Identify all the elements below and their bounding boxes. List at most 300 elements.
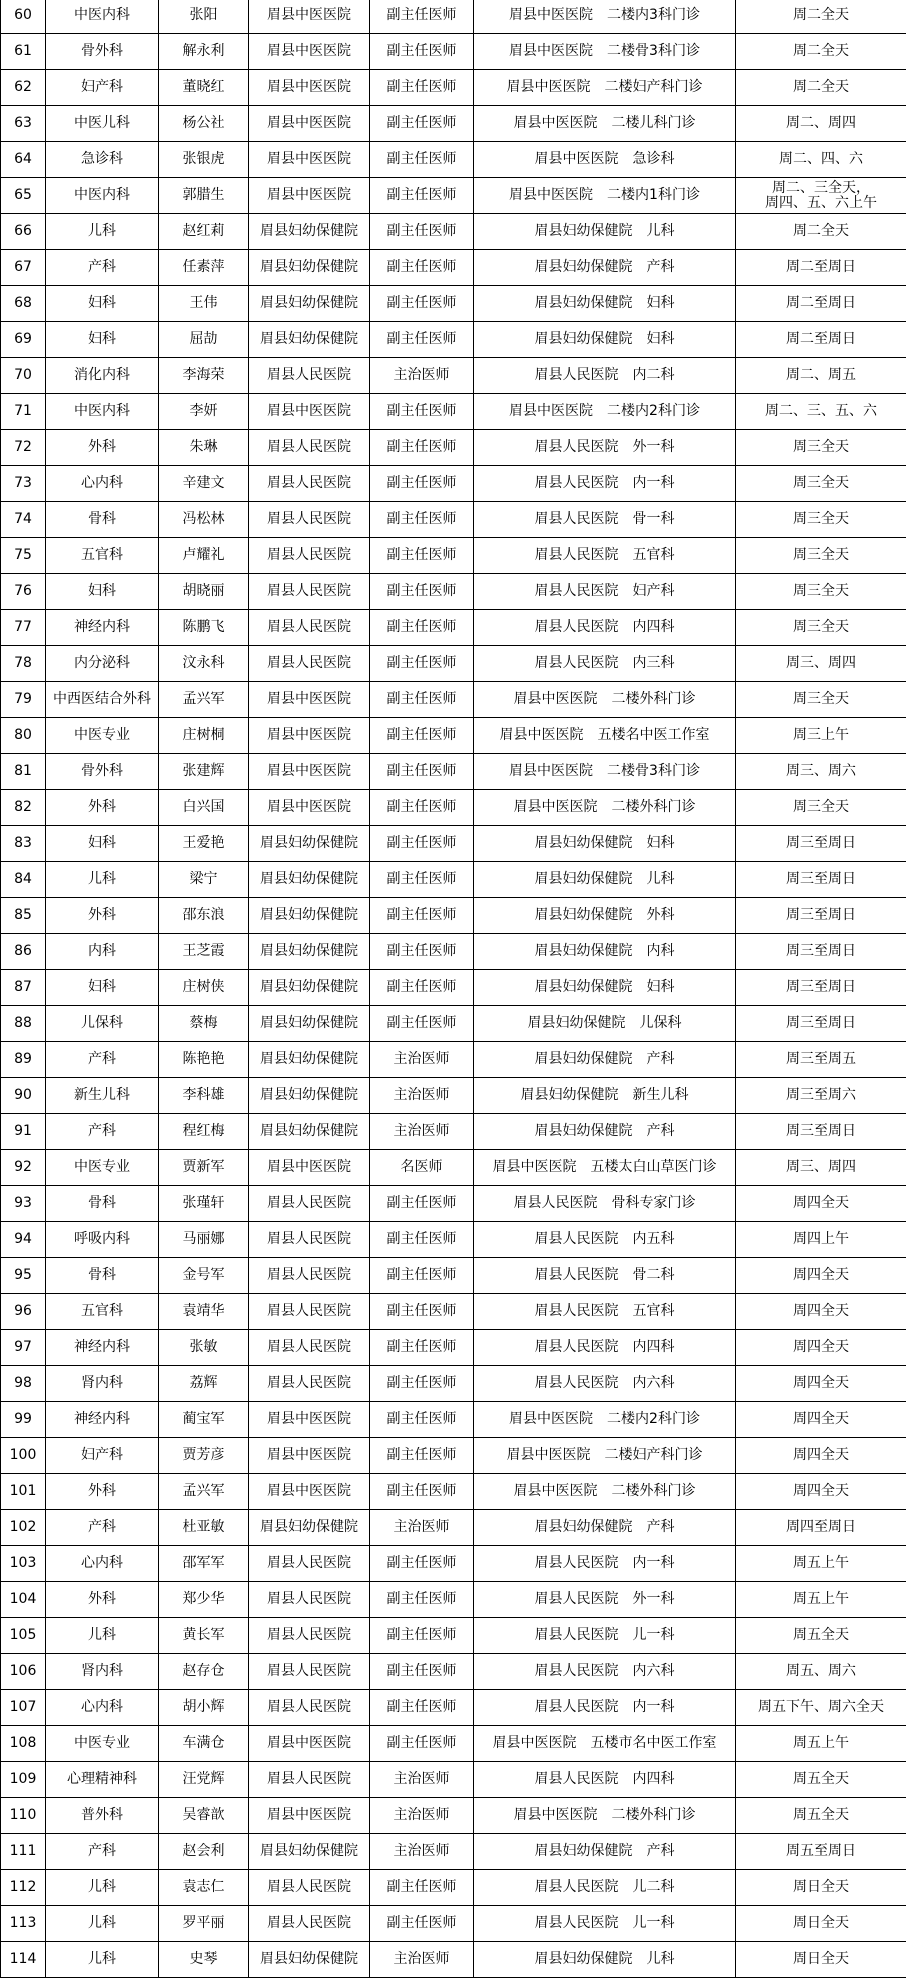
clinic-location-cell: 眉县人民医院 内六科 — [474, 1366, 736, 1402]
doctor-name-cell: 车满仓 — [159, 1726, 249, 1762]
table-row — [1, 1186, 906, 1222]
hospital-cell: 眉县中医医院 — [249, 718, 370, 754]
department-cell: 五官科 — [46, 538, 159, 574]
clinic-location-cell: 眉县人民医院 儿一科 — [474, 1906, 736, 1942]
table-row — [1, 1582, 906, 1618]
title-cell: 副主任医师 — [370, 394, 474, 430]
table-row — [1, 0, 906, 34]
row-number-cell: 88 — [1, 1006, 46, 1042]
schedule-cell: 周三上午 — [736, 718, 906, 754]
table-row — [1, 1546, 906, 1582]
row-number-cell: 102 — [1, 1510, 46, 1546]
row-number-cell: 71 — [1, 394, 46, 430]
table-row — [1, 862, 906, 898]
hospital-cell: 眉县妇幼保健院 — [249, 1510, 370, 1546]
title-cell: 副主任医师 — [370, 1186, 474, 1222]
department-cell: 中医内科 — [46, 0, 159, 34]
clinic-location-cell: 眉县人民医院 内二科 — [474, 358, 736, 394]
title-cell: 副主任医师 — [370, 970, 474, 1006]
clinic-location-cell: 眉县人民医院 骨一科 — [474, 502, 736, 538]
hospital-cell: 眉县人民医院 — [249, 538, 370, 574]
department-cell: 心理精神科 — [46, 1762, 159, 1798]
title-cell: 副主任医师 — [370, 1474, 474, 1510]
hospital-cell: 眉县中医医院 — [249, 34, 370, 70]
hospital-cell: 眉县中医医院 — [249, 790, 370, 826]
department-cell: 产科 — [46, 1510, 159, 1546]
department-cell: 普外科 — [46, 1798, 159, 1834]
clinic-location-cell: 眉县妇幼保健院 儿科 — [474, 862, 736, 898]
department-cell: 外科 — [46, 898, 159, 934]
schedule-cell: 周四全天 — [736, 1186, 906, 1222]
hospital-cell: 眉县人民医院 — [249, 646, 370, 682]
clinic-location-cell: 眉县中医医院 二楼儿科门诊 — [474, 106, 736, 142]
schedule-cell: 周二、三、五、六 — [736, 394, 906, 430]
table-row — [1, 1258, 906, 1294]
schedule-cell: 周五全天 — [736, 1618, 906, 1654]
table-row — [1, 754, 906, 790]
hospital-cell: 眉县中医医院 — [249, 1474, 370, 1510]
table-row — [1, 1402, 906, 1438]
doctor-name-cell: 张银虎 — [159, 142, 249, 178]
row-number-cell: 107 — [1, 1690, 46, 1726]
department-cell: 儿科 — [46, 1942, 159, 1978]
clinic-location-cell: 眉县中医医院 二楼外科门诊 — [474, 682, 736, 718]
row-number-cell: 81 — [1, 754, 46, 790]
title-cell: 副主任医师 — [370, 1582, 474, 1618]
hospital-cell: 眉县妇幼保健院 — [249, 1834, 370, 1870]
table-row — [1, 970, 906, 1006]
row-number-cell: 101 — [1, 1474, 46, 1510]
table-row — [1, 142, 906, 178]
department-cell: 妇科 — [46, 826, 159, 862]
hospital-cell: 眉县妇幼保健院 — [249, 934, 370, 970]
table-row — [1, 682, 906, 718]
schedule-cell: 周五下午、周六全天 — [736, 1690, 906, 1726]
schedule-cell: 周日全天 — [736, 1906, 906, 1942]
hospital-cell: 眉县人民医院 — [249, 1330, 370, 1366]
doctor-name-cell: 朱琳 — [159, 430, 249, 466]
hospital-cell: 眉县人民医院 — [249, 430, 370, 466]
department-cell: 妇科 — [46, 322, 159, 358]
table-row — [1, 934, 906, 970]
title-cell: 副主任医师 — [370, 430, 474, 466]
clinic-location-cell: 眉县人民医院 五官科 — [474, 1294, 736, 1330]
clinic-location-cell: 眉县人民医院 骨科专家门诊 — [474, 1186, 736, 1222]
hospital-cell: 眉县人民医院 — [249, 1222, 370, 1258]
table-body — [1, 0, 906, 1978]
clinic-location-cell: 眉县中医医院 二楼妇产科门诊 — [474, 70, 736, 106]
doctor-name-cell: 邵军军 — [159, 1546, 249, 1582]
department-cell: 心内科 — [46, 466, 159, 502]
clinic-location-cell: 眉县人民医院 内四科 — [474, 610, 736, 646]
department-cell: 儿科 — [46, 214, 159, 250]
doctor-name-cell: 汪党辉 — [159, 1762, 249, 1798]
department-cell: 肾内科 — [46, 1366, 159, 1402]
row-number-cell: 79 — [1, 682, 46, 718]
table-row — [1, 394, 906, 430]
clinic-location-cell: 眉县中医医院 二楼骨3科门诊 — [474, 34, 736, 70]
doctor-name-cell: 李海荣 — [159, 358, 249, 394]
title-cell: 副主任医师 — [370, 286, 474, 322]
schedule-cell: 周五上午 — [736, 1726, 906, 1762]
table-row — [1, 1762, 906, 1798]
row-number-cell: 67 — [1, 250, 46, 286]
table-row — [1, 1438, 906, 1474]
schedule-cell: 周四至周日 — [736, 1510, 906, 1546]
row-number-cell: 62 — [1, 70, 46, 106]
clinic-location-cell: 眉县中医医院 五楼太白山草医门诊 — [474, 1150, 736, 1186]
table-row — [1, 106, 906, 142]
table-row — [1, 34, 906, 70]
department-cell: 产科 — [46, 1834, 159, 1870]
row-number-cell: 100 — [1, 1438, 46, 1474]
clinic-location-cell: 眉县人民医院 内一科 — [474, 466, 736, 502]
schedule-cell: 周三全天 — [736, 610, 906, 646]
schedule-cell: 周四全天 — [736, 1294, 906, 1330]
row-number-cell: 96 — [1, 1294, 46, 1330]
hospital-cell: 眉县人民医院 — [249, 1906, 370, 1942]
doctor-name-cell: 杜亚敏 — [159, 1510, 249, 1546]
hospital-cell: 眉县人民医院 — [249, 1762, 370, 1798]
clinic-location-cell: 眉县中医医院 二楼内1科门诊 — [474, 178, 736, 214]
row-number-cell: 92 — [1, 1150, 46, 1186]
schedule-cell: 周五至周日 — [736, 1834, 906, 1870]
clinic-location-cell: 眉县人民医院 内一科 — [474, 1546, 736, 1582]
schedule-cell: 周三全天 — [736, 502, 906, 538]
title-cell: 副主任医师 — [370, 214, 474, 250]
row-number-cell: 110 — [1, 1798, 46, 1834]
hospital-cell: 眉县妇幼保健院 — [249, 322, 370, 358]
row-number-cell: 90 — [1, 1078, 46, 1114]
clinic-location-cell: 眉县人民医院 五官科 — [474, 538, 736, 574]
department-cell: 急诊科 — [46, 142, 159, 178]
department-cell: 神经内科 — [46, 610, 159, 646]
table-row — [1, 214, 906, 250]
clinic-location-cell: 眉县妇幼保健院 妇科 — [474, 970, 736, 1006]
schedule-cell: 周二至周日 — [736, 250, 906, 286]
row-number-cell: 61 — [1, 34, 46, 70]
table-row — [1, 1618, 906, 1654]
hospital-cell: 眉县中医医院 — [249, 682, 370, 718]
clinic-location-cell: 眉县妇幼保健院 妇科 — [474, 322, 736, 358]
clinic-location-cell: 眉县中医医院 二楼外科门诊 — [474, 1798, 736, 1834]
row-number-cell: 112 — [1, 1870, 46, 1906]
hospital-cell: 眉县人民医院 — [249, 1546, 370, 1582]
doctor-name-cell: 赵存仓 — [159, 1654, 249, 1690]
schedule-cell: 周三至周日 — [736, 934, 906, 970]
schedule-cell: 周四全天 — [736, 1258, 906, 1294]
schedule-cell: 周五全天 — [736, 1762, 906, 1798]
schedule-cell: 周二、四、六 — [736, 142, 906, 178]
title-cell: 副主任医师 — [370, 106, 474, 142]
doctor-name-cell: 李妍 — [159, 394, 249, 430]
department-cell: 五官科 — [46, 1294, 159, 1330]
doctor-name-cell: 贾芳彦 — [159, 1438, 249, 1474]
schedule-cell: 周三至周日 — [736, 1114, 906, 1150]
doctor-name-cell: 杨公社 — [159, 106, 249, 142]
department-cell: 骨科 — [46, 1186, 159, 1222]
table-row — [1, 1078, 906, 1114]
row-number-cell: 109 — [1, 1762, 46, 1798]
hospital-cell: 眉县人民医院 — [249, 1618, 370, 1654]
doctor-name-cell: 张敏 — [159, 1330, 249, 1366]
schedule-cell: 周三、周六 — [736, 754, 906, 790]
schedule-cell: 周二至周日 — [736, 322, 906, 358]
row-number-cell: 93 — [1, 1186, 46, 1222]
clinic-location-cell: 眉县中医医院 二楼外科门诊 — [474, 790, 736, 826]
schedule-cell: 周日全天 — [736, 1942, 906, 1978]
department-cell: 消化内科 — [46, 358, 159, 394]
clinic-location-cell: 眉县人民医院 内一科 — [474, 1690, 736, 1726]
schedule-cell: 周三全天 — [736, 682, 906, 718]
table-row — [1, 1006, 906, 1042]
row-number-cell: 104 — [1, 1582, 46, 1618]
row-number-cell: 103 — [1, 1546, 46, 1582]
doctor-name-cell: 王爱艳 — [159, 826, 249, 862]
title-cell: 主治医师 — [370, 1762, 474, 1798]
doctor-name-cell: 屈劼 — [159, 322, 249, 358]
title-cell: 副主任医师 — [370, 502, 474, 538]
row-number-cell: 76 — [1, 574, 46, 610]
hospital-cell: 眉县妇幼保健院 — [249, 286, 370, 322]
row-number-cell: 68 — [1, 286, 46, 322]
hospital-cell: 眉县中医医院 — [249, 1438, 370, 1474]
row-number-cell: 74 — [1, 502, 46, 538]
schedule-cell: 周二、周五 — [736, 358, 906, 394]
department-cell: 肾内科 — [46, 1654, 159, 1690]
row-number-cell: 97 — [1, 1330, 46, 1366]
hospital-cell: 眉县人民医院 — [249, 1294, 370, 1330]
title-cell: 副主任医师 — [370, 1294, 474, 1330]
title-cell: 副主任医师 — [370, 1330, 474, 1366]
row-number-cell: 85 — [1, 898, 46, 934]
department-cell: 骨科 — [46, 502, 159, 538]
table-row — [1, 1510, 906, 1546]
title-cell: 副主任医师 — [370, 1546, 474, 1582]
clinic-location-cell: 眉县中医医院 二楼内2科门诊 — [474, 1402, 736, 1438]
department-cell: 产科 — [46, 1114, 159, 1150]
title-cell: 副主任医师 — [370, 718, 474, 754]
table-row — [1, 610, 906, 646]
department-cell: 心内科 — [46, 1690, 159, 1726]
schedule-cell: 周五全天 — [736, 1798, 906, 1834]
department-cell: 中西医结合外科 — [46, 682, 159, 718]
schedule-cell: 周三全天 — [736, 538, 906, 574]
title-cell: 副主任医师 — [370, 682, 474, 718]
row-number-cell: 65 — [1, 178, 46, 214]
doctor-name-cell: 袁志仁 — [159, 1870, 249, 1906]
row-number-cell: 82 — [1, 790, 46, 826]
table-row — [1, 1870, 906, 1906]
table-row — [1, 538, 906, 574]
department-cell: 妇产科 — [46, 1438, 159, 1474]
title-cell: 副主任医师 — [370, 34, 474, 70]
doctor-name-cell: 王芝霞 — [159, 934, 249, 970]
row-number-cell: 70 — [1, 358, 46, 394]
doctor-name-cell: 梁宁 — [159, 862, 249, 898]
row-number-cell: 114 — [1, 1942, 46, 1978]
schedule-cell: 周五上午 — [736, 1582, 906, 1618]
title-cell: 名医师 — [370, 1150, 474, 1186]
doctor-name-cell: 张阳 — [159, 0, 249, 34]
schedule-cell: 周日全天 — [736, 1870, 906, 1906]
clinic-location-cell: 眉县中医医院 二楼内3科门诊 — [474, 0, 736, 34]
title-cell: 副主任医师 — [370, 574, 474, 610]
doctor-name-cell: 胡小辉 — [159, 1690, 249, 1726]
table-row — [1, 1042, 906, 1078]
hospital-cell: 眉县中医医院 — [249, 1402, 370, 1438]
hospital-cell: 眉县妇幼保健院 — [249, 1078, 370, 1114]
doctor-name-cell: 贾新军 — [159, 1150, 249, 1186]
row-number-cell: 94 — [1, 1222, 46, 1258]
doctor-name-cell: 程红梅 — [159, 1114, 249, 1150]
clinic-location-cell: 眉县中医医院 二楼骨3科门诊 — [474, 754, 736, 790]
department-cell: 儿科 — [46, 1618, 159, 1654]
schedule-cell: 周五上午 — [736, 1546, 906, 1582]
doctor-name-cell: 邵东浪 — [159, 898, 249, 934]
title-cell: 副主任医师 — [370, 1438, 474, 1474]
doctor-name-cell: 庄树侠 — [159, 970, 249, 1006]
title-cell: 副主任医师 — [370, 754, 474, 790]
doctor-name-cell: 陈艳艳 — [159, 1042, 249, 1078]
hospital-cell: 眉县妇幼保健院 — [249, 214, 370, 250]
hospital-cell: 眉县中医医院 — [249, 394, 370, 430]
department-cell: 骨外科 — [46, 34, 159, 70]
title-cell: 副主任医师 — [370, 178, 474, 214]
row-number-cell: 113 — [1, 1906, 46, 1942]
hospital-cell: 眉县中医医院 — [249, 70, 370, 106]
department-cell: 心内科 — [46, 1546, 159, 1582]
department-cell: 骨科 — [46, 1258, 159, 1294]
doctor-name-cell: 马丽娜 — [159, 1222, 249, 1258]
department-cell: 妇科 — [46, 286, 159, 322]
title-cell: 副主任医师 — [370, 1906, 474, 1942]
title-cell: 副主任医师 — [370, 646, 474, 682]
title-cell: 副主任医师 — [370, 826, 474, 862]
row-number-cell: 91 — [1, 1114, 46, 1150]
clinic-location-cell: 眉县人民医院 外一科 — [474, 1582, 736, 1618]
title-cell: 副主任医师 — [370, 610, 474, 646]
clinic-location-cell: 眉县妇幼保健院 外科 — [474, 898, 736, 934]
department-cell: 中医儿科 — [46, 106, 159, 142]
table-row — [1, 1114, 906, 1150]
doctor-name-cell: 辛建文 — [159, 466, 249, 502]
table-row — [1, 1798, 906, 1834]
clinic-location-cell: 眉县妇幼保健院 妇科 — [474, 286, 736, 322]
clinic-location-cell: 眉县人民医院 儿一科 — [474, 1618, 736, 1654]
doctor-name-cell: 赵会利 — [159, 1834, 249, 1870]
clinic-location-cell: 眉县人民医院 儿二科 — [474, 1870, 736, 1906]
clinic-location-cell: 眉县中医医院 五楼市名中医工作室 — [474, 1726, 736, 1762]
table-row — [1, 1834, 906, 1870]
row-number-cell: 78 — [1, 646, 46, 682]
row-number-cell: 69 — [1, 322, 46, 358]
schedule-cell: 周三至周日 — [736, 862, 906, 898]
department-cell: 神经内科 — [46, 1402, 159, 1438]
table-row — [1, 358, 906, 394]
clinic-location-cell: 眉县人民医院 骨二科 — [474, 1258, 736, 1294]
title-cell: 副主任医师 — [370, 1258, 474, 1294]
doctor-name-cell: 张建辉 — [159, 754, 249, 790]
table-row — [1, 70, 906, 106]
doctor-name-cell: 罗平丽 — [159, 1906, 249, 1942]
title-cell: 副主任医师 — [370, 790, 474, 826]
doctor-name-cell: 解永利 — [159, 34, 249, 70]
schedule-cell: 周三至周六 — [736, 1078, 906, 1114]
department-cell: 中医专业 — [46, 1726, 159, 1762]
schedule-cell: 周三全天 — [736, 574, 906, 610]
clinic-location-cell: 眉县人民医院 内五科 — [474, 1222, 736, 1258]
department-cell: 儿科 — [46, 862, 159, 898]
doctor-name-cell: 王伟 — [159, 286, 249, 322]
clinic-location-cell: 眉县妇幼保健院 产科 — [474, 1834, 736, 1870]
doctor-name-cell: 白兴国 — [159, 790, 249, 826]
doctor-name-cell: 陈鹏飞 — [159, 610, 249, 646]
table-row — [1, 718, 906, 754]
schedule-cell: 周四全天 — [736, 1366, 906, 1402]
row-number-cell: 111 — [1, 1834, 46, 1870]
doctor-name-cell: 董晓红 — [159, 70, 249, 106]
title-cell: 主治医师 — [370, 1042, 474, 1078]
schedule-cell: 周四全天 — [736, 1402, 906, 1438]
hospital-cell: 眉县中医医院 — [249, 754, 370, 790]
table-row — [1, 646, 906, 682]
title-cell: 副主任医师 — [370, 1402, 474, 1438]
hospital-cell: 眉县中医医院 — [249, 0, 370, 34]
table-row — [1, 1150, 906, 1186]
schedule-cell: 周三至周五 — [736, 1042, 906, 1078]
doctor-name-cell: 蔡梅 — [159, 1006, 249, 1042]
clinic-location-cell: 眉县妇幼保健院 产科 — [474, 1114, 736, 1150]
hospital-cell: 眉县人民医院 — [249, 574, 370, 610]
table-row — [1, 1366, 906, 1402]
doctor-name-cell: 汶永科 — [159, 646, 249, 682]
row-number-cell: 84 — [1, 862, 46, 898]
hospital-cell: 眉县妇幼保健院 — [249, 898, 370, 934]
schedule-cell: 周五、周六 — [736, 1654, 906, 1690]
doctor-name-cell: 吴睿歆 — [159, 1798, 249, 1834]
department-cell: 妇科 — [46, 970, 159, 1006]
title-cell: 副主任医师 — [370, 1690, 474, 1726]
title-cell: 副主任医师 — [370, 0, 474, 34]
table-row — [1, 322, 906, 358]
clinic-location-cell: 眉县妇幼保健院 儿保科 — [474, 1006, 736, 1042]
hospital-cell: 眉县中医医院 — [249, 178, 370, 214]
title-cell: 副主任医师 — [370, 142, 474, 178]
hospital-cell: 眉县妇幼保健院 — [249, 1942, 370, 1978]
schedule-cell: 周三、周四 — [736, 1150, 906, 1186]
doctor-name-cell: 史琴 — [159, 1942, 249, 1978]
clinic-location-cell: 眉县妇幼保健院 产科 — [474, 1042, 736, 1078]
title-cell: 副主任医师 — [370, 538, 474, 574]
row-number-cell: 86 — [1, 934, 46, 970]
hospital-cell: 眉县妇幼保健院 — [249, 1042, 370, 1078]
clinic-location-cell: 眉县妇幼保健院 产科 — [474, 250, 736, 286]
hospital-cell: 眉县妇幼保健院 — [249, 862, 370, 898]
row-number-cell: 77 — [1, 610, 46, 646]
table-row — [1, 826, 906, 862]
row-number-cell: 99 — [1, 1402, 46, 1438]
department-cell: 儿保科 — [46, 1006, 159, 1042]
title-cell: 副主任医师 — [370, 1618, 474, 1654]
hospital-cell: 眉县人民医院 — [249, 1690, 370, 1726]
table-row — [1, 1654, 906, 1690]
schedule-cell: 周四全天 — [736, 1438, 906, 1474]
table-row — [1, 502, 906, 538]
clinic-location-cell: 眉县人民医院 内四科 — [474, 1762, 736, 1798]
clinic-location-cell: 眉县中医医院 二楼外科门诊 — [474, 1474, 736, 1510]
title-cell: 副主任医师 — [370, 1006, 474, 1042]
